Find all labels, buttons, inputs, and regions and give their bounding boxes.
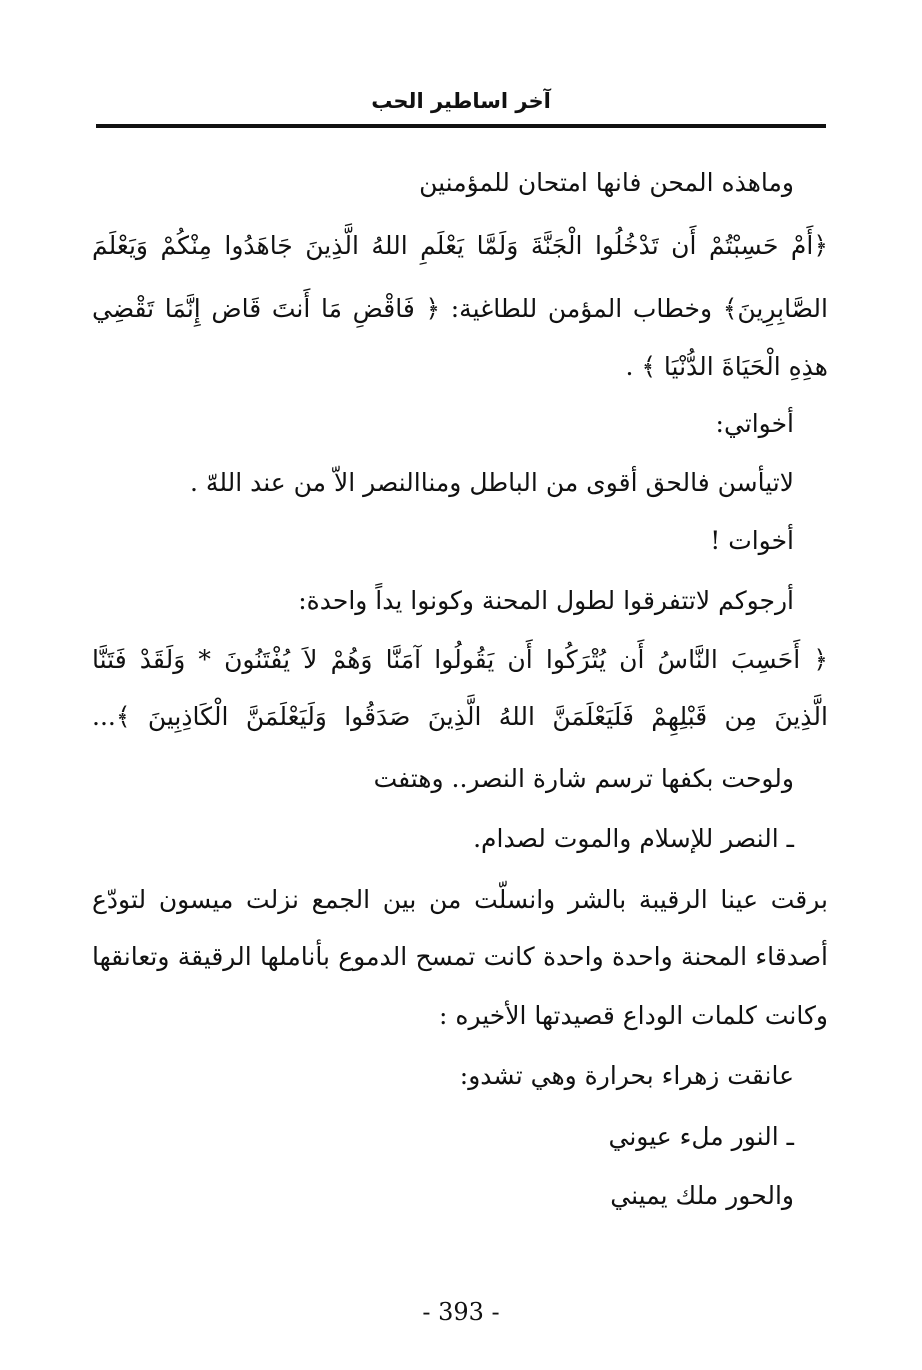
quran-verse-line: ﴿أَمْ حَسِبْتُمْ أَن تَدْخُلُوا الْجَنَّةَ وَلَمَّا يَعْلَمِ اللهُ الَّذِينَ جَاهَدُوا مِنْكُمْ وَيَعْلَمَ (92, 231, 828, 260)
text-line: أصدقاء المحنة واحدة واحدة كانت تمسح الدموع بأناملها الرقيقة وتعانقها (92, 942, 828, 971)
quran-verse-line: ﴿ أَحَسِبَ النَّاسُ أَن يُتْرَكُوا أَن يَقُولُوا آمَنَّا وَهُمْ لاَ يُفْتَنُونَ * وَلَقَدْ فَتَنَّا (92, 645, 828, 674)
page-number: - 393 - (422, 1298, 500, 1326)
running-header: آخر اساطير الحب (371, 89, 551, 113)
text-line: وماهذه المحن فانها امتحان للمؤمنين (419, 168, 794, 197)
text-line: ولوحت بكفها ترسم شارة النصر.. وهتفت (373, 764, 794, 793)
header-rule (96, 124, 826, 128)
text-line: ـ النور ملء عيوني (608, 1122, 794, 1151)
text-line: هذِهِ الْحَيَاةَ الدُّنْيَا ﴾ . (625, 352, 828, 381)
text-line: عانقت زهراء بحرارة وهي تشدو: (459, 1061, 794, 1090)
text-line: أرجوكم لاتتفرقوا لطول المحنة وكونوا يداً واحدة: (298, 586, 794, 615)
text-line: أخوات ! (710, 526, 794, 555)
text-line: والحور ملك يميني (610, 1181, 794, 1210)
text-line: برقت عينا الرقيبة بالشر وانسلّت من بين الجمع نزلت ميسون لتودّع (92, 885, 828, 914)
text-line: أخواتي: (715, 409, 794, 438)
text-line: وكانت كلمات الوداع قصيدتها الأخيره : (438, 1001, 828, 1030)
text-line: لاتيأسن فالحق أقوى من الباطل ومناالنصر الاّ من عند اللهّ . (190, 468, 794, 497)
quran-verse-line: الَّذِينَ مِن قَبْلِهِمْ فَلَيَعْلَمَنَّ اللهُ الَّذِينَ صَدَقُوا وَلَيَعْلَمَنَّ الْكَاذِبِينَ ﴾... (92, 702, 828, 731)
text-line: الصَّابِرِينَ﴾ وخطاب المؤمن للطاغية: ﴿ فَاقْضِ مَا أَنتَ قَاض إِنَّمَا تَقْضِي (92, 294, 828, 323)
text-line: ـ النصر للإسلام والموت لصدام. (473, 824, 794, 853)
